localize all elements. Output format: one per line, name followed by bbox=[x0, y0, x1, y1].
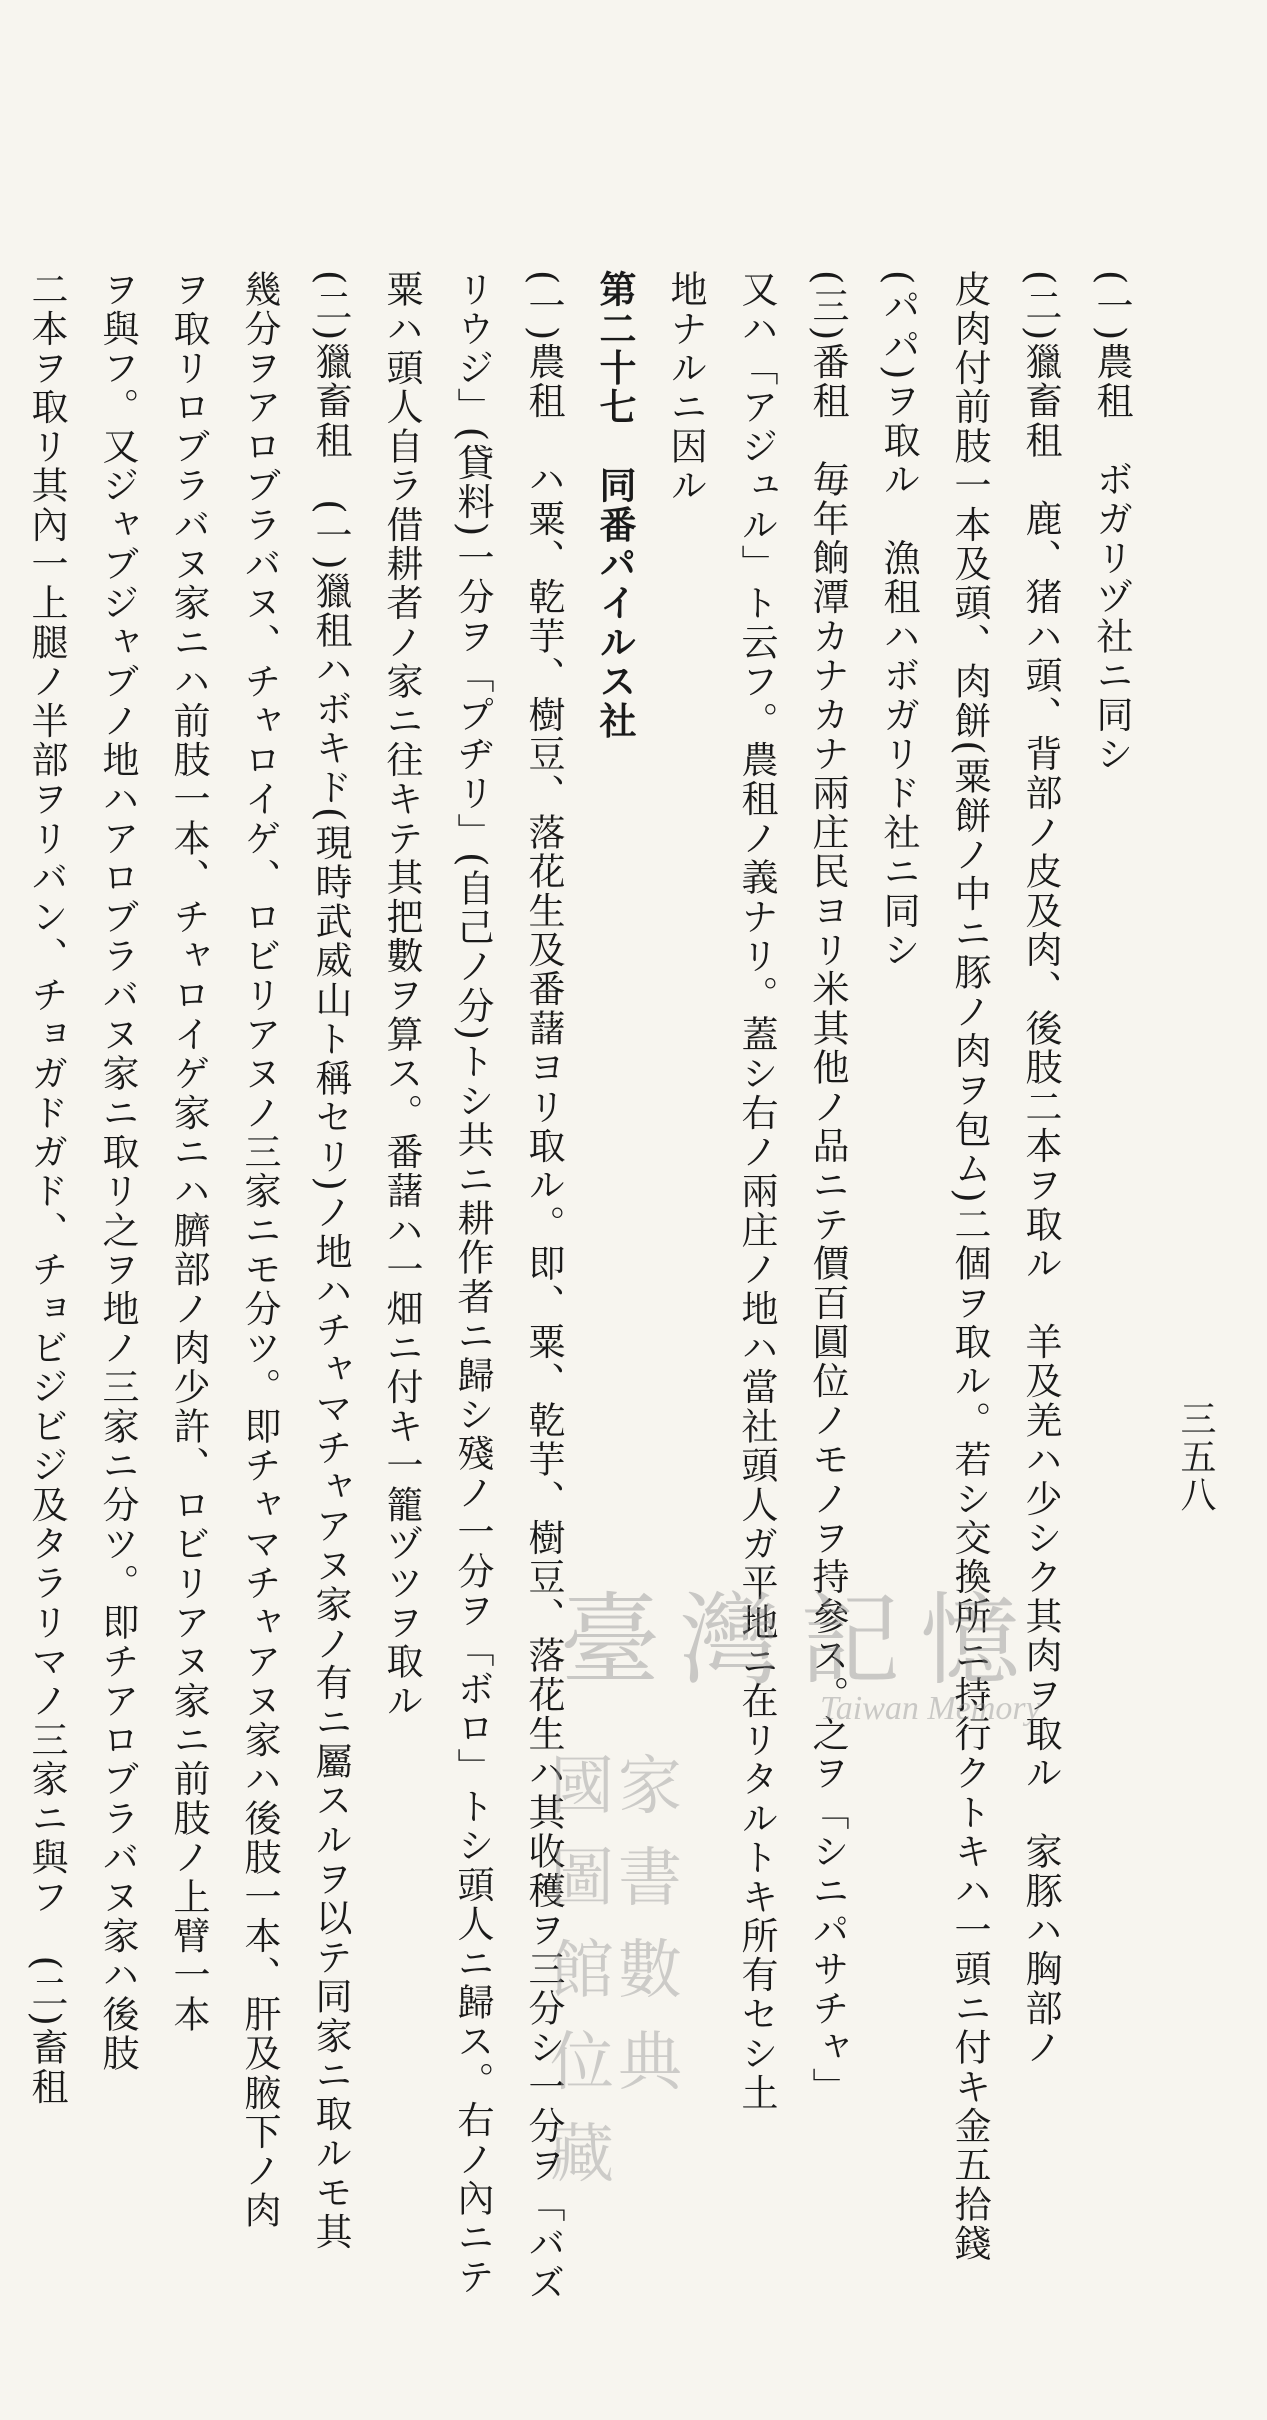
text-column-16: 二本ヲ取リ其內一上腿ノ半部ヲリバン、チョガドガド、チョビジビジ及タラリマノ三家ニ與フ (二)畜租 bbox=[25, 270, 68, 2107]
text-column-14: ヲ取リロブラバヌ家ニハ前肢一本、チャロイゲ家ニハ臍部ノ肉少許、ロビリアヌ家ニ前肢ノ上臂一本 bbox=[167, 270, 210, 2034]
text-column-9: (一)農租 ハ粟、乾芋、樹豆、落花生及番藷ヨリ取ル。即、粟、乾芋、樹豆、落花生ハ其收穫ヲ三分シ一分ヲ「バズ bbox=[522, 270, 565, 2303]
text-column-2: (二)獵畜租 鹿、猪ハ頭、背部ノ皮及肉、後肢二本ヲ取ル 羊及羌ハ少シク其肉ヲ取ル 家豚ハ胸部ノ bbox=[1019, 270, 1062, 2068]
watermark-title: 臺灣記憶 bbox=[560, 1582, 1040, 1699]
watermark-subtitle: 國家圖書館數位典藏 bbox=[550, 1750, 686, 2192]
section-heading: 第二十七 同番パイルス社 bbox=[593, 270, 637, 741]
watermark-latin: Taiwan Memory bbox=[820, 1690, 1041, 1727]
text-column-5: (三)番租 毎年餉潭カナカナ兩庄民ヨリ米其他ノ品ニテ價百圓位ノモノヲ持參ス。之ヲ「シニパサチャ」 bbox=[806, 270, 849, 2107]
text-column-6: 又ハ「アジュル」ト云フ。農租ノ義ナリ。蓋シ右ノ兩庄ノ地ハ當社頭人ガ平地ニ在リタルトキ所有セシ土 bbox=[735, 270, 778, 2113]
text-column-15: ヲ與フ。又ジャブジャブノ地ハアロブラバヌ家ニ取リ之ヲ地ノ三家ニ分ツ。即チアロブラバヌ家ハ後肢 bbox=[96, 270, 139, 2074]
text-column-1: (一)農租 ボガリヅ社ニ同シ bbox=[1090, 270, 1133, 774]
page-number: 三五八 bbox=[1175, 1400, 1216, 1514]
text-column-11: 粟ハ頭人自ラ借耕者ノ家ニ往キテ其把數ヲ算ス。番藷ハ一畑ニ付キ一籠ヅツヲ取ル bbox=[380, 270, 423, 1721]
text-column-7: 地ナルニ因ル bbox=[664, 270, 707, 506]
text-column-12: (二)獵畜租 (一)獵租ハボキド(現時武威山ト稱セリ)ノ地ハチャマチャアヌ家ノ有ニ屬スルヲ以テ同家ニ取ルモ其 bbox=[309, 270, 352, 2252]
text-column-4: (パパ)ヲ取ル 漁租ハボガリド社ニ同シ bbox=[877, 270, 920, 970]
text-column-17 bbox=[0, 270, 11, 1770]
text-column-13: 幾分ヲアロブラバヌ、チャロイゲ、ロビリアヌノ三家ニモ分ツ。即チャマチャアヌ家ハ後肢一本、肝及腋下ノ肉 bbox=[238, 270, 281, 2230]
watermark-subtitle-wrap bbox=[0, 1735, 730, 2195]
text-column-3: 皮肉付前肢一本及頭、肉餅(粟餅ノ中ニ豚ノ肉ヲ包ム)二個ヲ取ル。若シ交換所ニ持行クトキハ一頭ニ付キ金五拾錢 bbox=[948, 270, 991, 2264]
text-column-10: リウジ」(貸料)一分ヲ「プヂリ」(自己ノ分)トシ共ニ耕作者ニ歸シ殘ノ一分ヲ「ボロ」トシ頭人ニ歸ス。右ノ內ニテ bbox=[451, 270, 494, 2297]
